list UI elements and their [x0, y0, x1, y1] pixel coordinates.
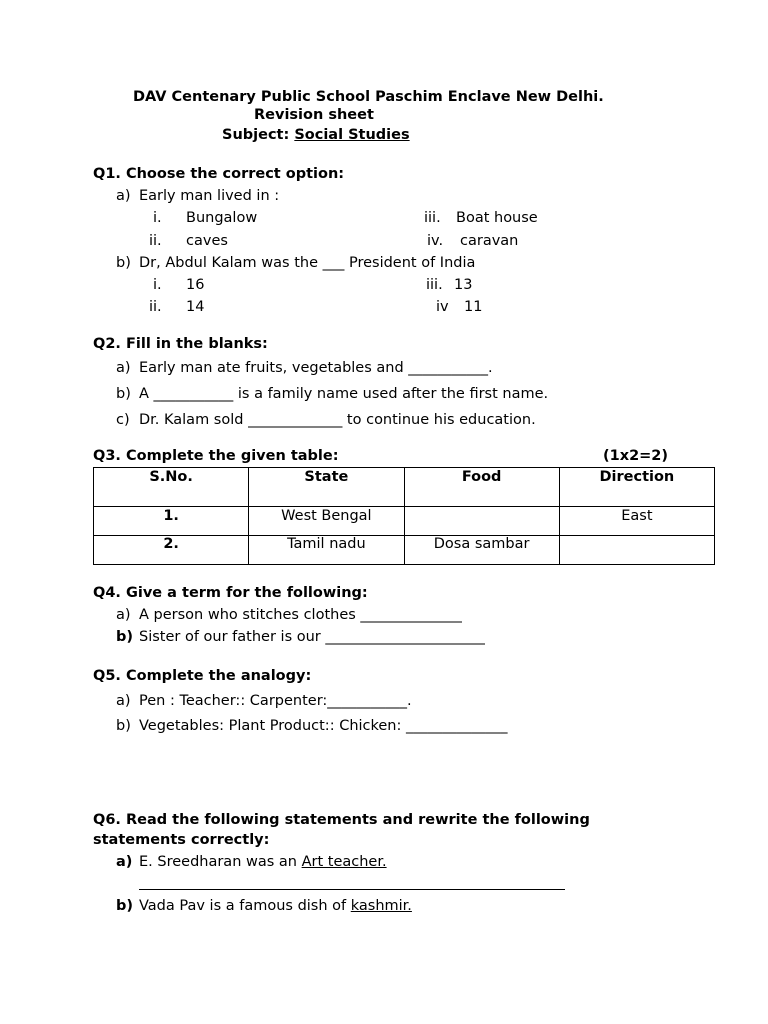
q1b-opt1-num: i. — [153, 277, 162, 293]
q1a-opt3-num: iii. — [424, 210, 441, 226]
q1a-marker: a) — [116, 188, 131, 204]
q1a-text: Early man lived in : — [139, 188, 280, 204]
q2a-marker: a) — [116, 360, 131, 376]
q1b-opt4-num: iv — [436, 299, 449, 315]
table-cell-sno: 2. — [94, 536, 249, 565]
q2c-marker: c) — [116, 412, 130, 428]
q3-title: Q3. Complete the given table: — [93, 448, 339, 464]
q6a-marker: a) — [116, 854, 133, 870]
q1a-opt1-num: i. — [153, 210, 162, 226]
table-cell-direction — [559, 536, 714, 565]
q6-title-line2: statements correctly: — [93, 832, 270, 848]
q5-title: Q5. Complete the analogy: — [93, 668, 312, 684]
table-header-direction: Direction — [559, 468, 714, 507]
q2b-marker: b) — [116, 386, 131, 402]
q1a-opt4-text: caravan — [460, 233, 519, 249]
q3-table — [93, 467, 715, 565]
table-header-sno: S.No. — [94, 468, 249, 507]
q6a-text — [139, 853, 387, 871]
q1b-opt4-text: 11 — [464, 299, 483, 315]
q1b-opt1-text: 16 — [186, 277, 205, 293]
q6a-answer-line — [139, 889, 565, 890]
q6b-text — [139, 897, 412, 915]
q5b-text: Vegetables: Plant Product:: Chicken: ______________ — [139, 718, 508, 734]
table-row — [94, 507, 715, 536]
q6a-statement: E. Sreedharan was an — [139, 854, 302, 870]
q1b-opt3-num: iii. — [426, 277, 443, 293]
subject-label: Subject: — [222, 127, 295, 143]
q5a-text: Pen : Teacher:: Carpenter:___________. — [139, 693, 412, 709]
table-cell-direction: East — [559, 507, 714, 536]
q1a-opt4-num: iv. — [427, 233, 444, 249]
q3-marks: (1x2=2) — [603, 448, 669, 464]
sheet-title: Revision sheet — [254, 107, 374, 123]
q4b-marker: b) — [116, 629, 134, 645]
q2c-text: Dr. Kalam sold _____________ to continue his education. — [139, 412, 536, 428]
table-cell-food: Dosa sambar — [404, 536, 559, 565]
q4b-text: Sister of our father is our ______________________ — [139, 629, 485, 645]
q2a-text: Early man ate fruits, vegetables and ___________. — [139, 360, 493, 376]
q4a-marker: a) — [116, 607, 131, 623]
table-row — [94, 536, 715, 565]
q1b-opt2-text: 14 — [186, 299, 205, 315]
q1b-text: Dr, Abdul Kalam was the ___ President of India — [139, 255, 476, 271]
q1b-marker: b) — [116, 255, 131, 271]
q1-title: Q1. Choose the correct option: — [93, 166, 345, 182]
q2b-text: A ___________ is a family name used after the first name. — [139, 386, 549, 402]
q4a-text: A person who stitches clothes ______________ — [139, 607, 462, 623]
q6b-underlined: kashmir. — [350, 898, 412, 914]
q1a-opt2-text: caves — [186, 233, 228, 249]
q6-title-line1: Q6. Read the following statements and rewrite the following — [93, 812, 590, 828]
subject-value: Social Studies — [294, 127, 410, 143]
q6b-marker: b) — [116, 898, 134, 914]
table-cell-state: West Bengal — [249, 507, 404, 536]
q1a-opt2-num: ii. — [149, 233, 162, 249]
school-name: DAV Centenary Public School Paschim Enclave New Delhi. — [133, 89, 604, 105]
q2-title: Q2. Fill in the blanks: — [93, 336, 268, 352]
q6b-statement: Vada Pav is a famous dish of — [139, 898, 351, 914]
table-cell-sno: 1. — [94, 507, 249, 536]
table-cell-state: Tamil nadu — [249, 536, 404, 565]
q1b-opt2-num: ii. — [149, 299, 162, 315]
q5b-marker: b) — [116, 718, 131, 734]
q4-title: Q4. Give a term for the following: — [93, 585, 368, 601]
table-header-state: State — [249, 468, 404, 507]
q1a-opt1-text: Bungalow — [186, 210, 258, 226]
table-header-food: Food — [404, 468, 559, 507]
q5a-marker: a) — [116, 693, 131, 709]
q1b-opt3-text: 13 — [454, 277, 473, 293]
q1a-opt3-text: Boat house — [456, 210, 538, 226]
q6a-underlined: Art teacher. — [301, 854, 387, 870]
table-cell-food — [404, 507, 559, 536]
subject-line — [222, 126, 410, 144]
